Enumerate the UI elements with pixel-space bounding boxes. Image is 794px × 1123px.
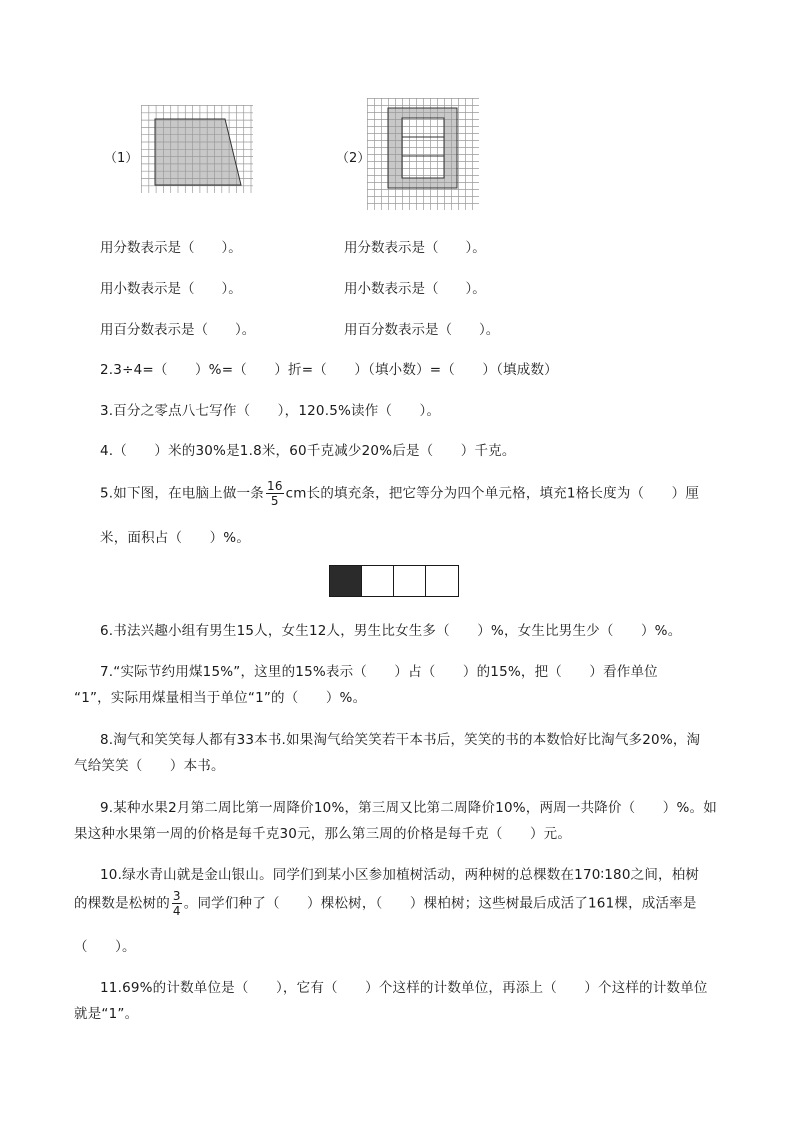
q5-fraction-denominator: 5 — [266, 493, 284, 507]
fill-bar — [329, 565, 459, 597]
figure-1-grid — [141, 105, 253, 193]
question-4: 4.（ ）米的30%是1.8米，60千克减少20%后是（ ）千克。 — [100, 443, 516, 459]
figure-2-shaded-frame — [388, 108, 457, 188]
question-7-line-1: 7.“实际节约用煤15%”，这里的15%表示（ ）占（ ）的15%，把（ ）看作单位 — [100, 664, 658, 680]
question-10-line-3: （ ）。 — [74, 939, 136, 955]
figure-2-grid — [367, 98, 479, 210]
q10-fraction — [172, 890, 182, 917]
q5-text-a: 5.如下图，在电脑上做一条 — [100, 485, 264, 502]
fill-bar-cell — [426, 566, 458, 596]
question-11-line-1: 11.69%的计数单位是（ ），它有（ ）个这样的计数单位，再添上（ ）个这样的计数单位 — [100, 980, 708, 996]
question-8-line-2: 气给笑笑（ ）本书。 — [74, 758, 225, 774]
fill-bar-cell-filled — [330, 566, 362, 596]
question-8-line-1: 8.淘气和笑笑每人都有33本书.如果淘气给笑笑若干本书后，笑笑的书的本数恰好比淘气多20%，淘 — [100, 732, 701, 748]
q10-fraction-denominator: 4 — [172, 904, 181, 918]
question-10-line-1: 10.绿水青山就是金山银山。同学们到某小区参加植树活动，两种树的总棵数在170∶180之间，柏树 — [100, 867, 700, 883]
question-3: 3.百分之零点八七写作（ ），120.5%读作（ ）。 — [100, 403, 441, 419]
q5-text-b: cm长的填充条，把它等分为四个单元格，填充1格长度为（ ）厘 — [285, 485, 700, 502]
q10-text-b1: 的棵数是松树的 — [74, 895, 170, 912]
q5-fraction — [266, 480, 284, 507]
fig2-fraction-answer: 用分数表示是（ ）。 — [344, 240, 486, 256]
q5-fraction-numerator: 16 — [266, 479, 283, 493]
question-9-line-2: 果这种水果第一周的价格是每千克30元，那么第三周的价格是每千克（ ）元。 — [74, 826, 572, 842]
fill-bar-cell — [362, 566, 394, 596]
q10-fraction-numerator: 3 — [172, 889, 181, 903]
question-5-line-2: 米，面积占（ ）%。 — [100, 530, 251, 546]
question-7-line-2: “1”，实际用煤量相当于单位“1”的（ ）%。 — [74, 690, 367, 706]
question-10-line-2 — [74, 890, 697, 917]
question-11-line-2: 就是“1”。 — [74, 1006, 139, 1022]
fig1-decimal-answer: 用小数表示是（ ）。 — [100, 281, 242, 297]
fig2-decimal-answer: 用小数表示是（ ）。 — [344, 281, 486, 297]
figure-1-label: （1） — [104, 151, 139, 166]
question-5-line-1 — [100, 480, 699, 507]
figure-1-trapezoid — [155, 119, 241, 185]
fill-bar-cell — [394, 566, 426, 596]
question-6: 6.书法兴趣小组有男生15人，女生12人，男生比女生多（ ）%，女生比男生少（ ）%。 — [100, 623, 682, 639]
fig1-fraction-answer: 用分数表示是（ ）。 — [100, 240, 242, 256]
q10-text-b2: 。同学们种了（ ）棵松树，（ ）棵柏树；这些树最后成活了161棵，成活率是 — [183, 895, 697, 912]
question-2: 2.3÷4=（ ）%=（ ）折=（ ）（填小数）=（ ）（填成数） — [100, 362, 558, 378]
question-9-line-1: 9.某种水果2月第二周比第一周降价10%，第三周又比第二周降价10%，两周一共降价（ ）%。如 — [100, 800, 717, 816]
fig2-percent-answer: 用百分数表示是（ ）。 — [344, 322, 500, 338]
figure-2-label: （2） — [336, 151, 371, 166]
fig1-percent-answer: 用百分数表示是（ ）。 — [100, 322, 256, 338]
